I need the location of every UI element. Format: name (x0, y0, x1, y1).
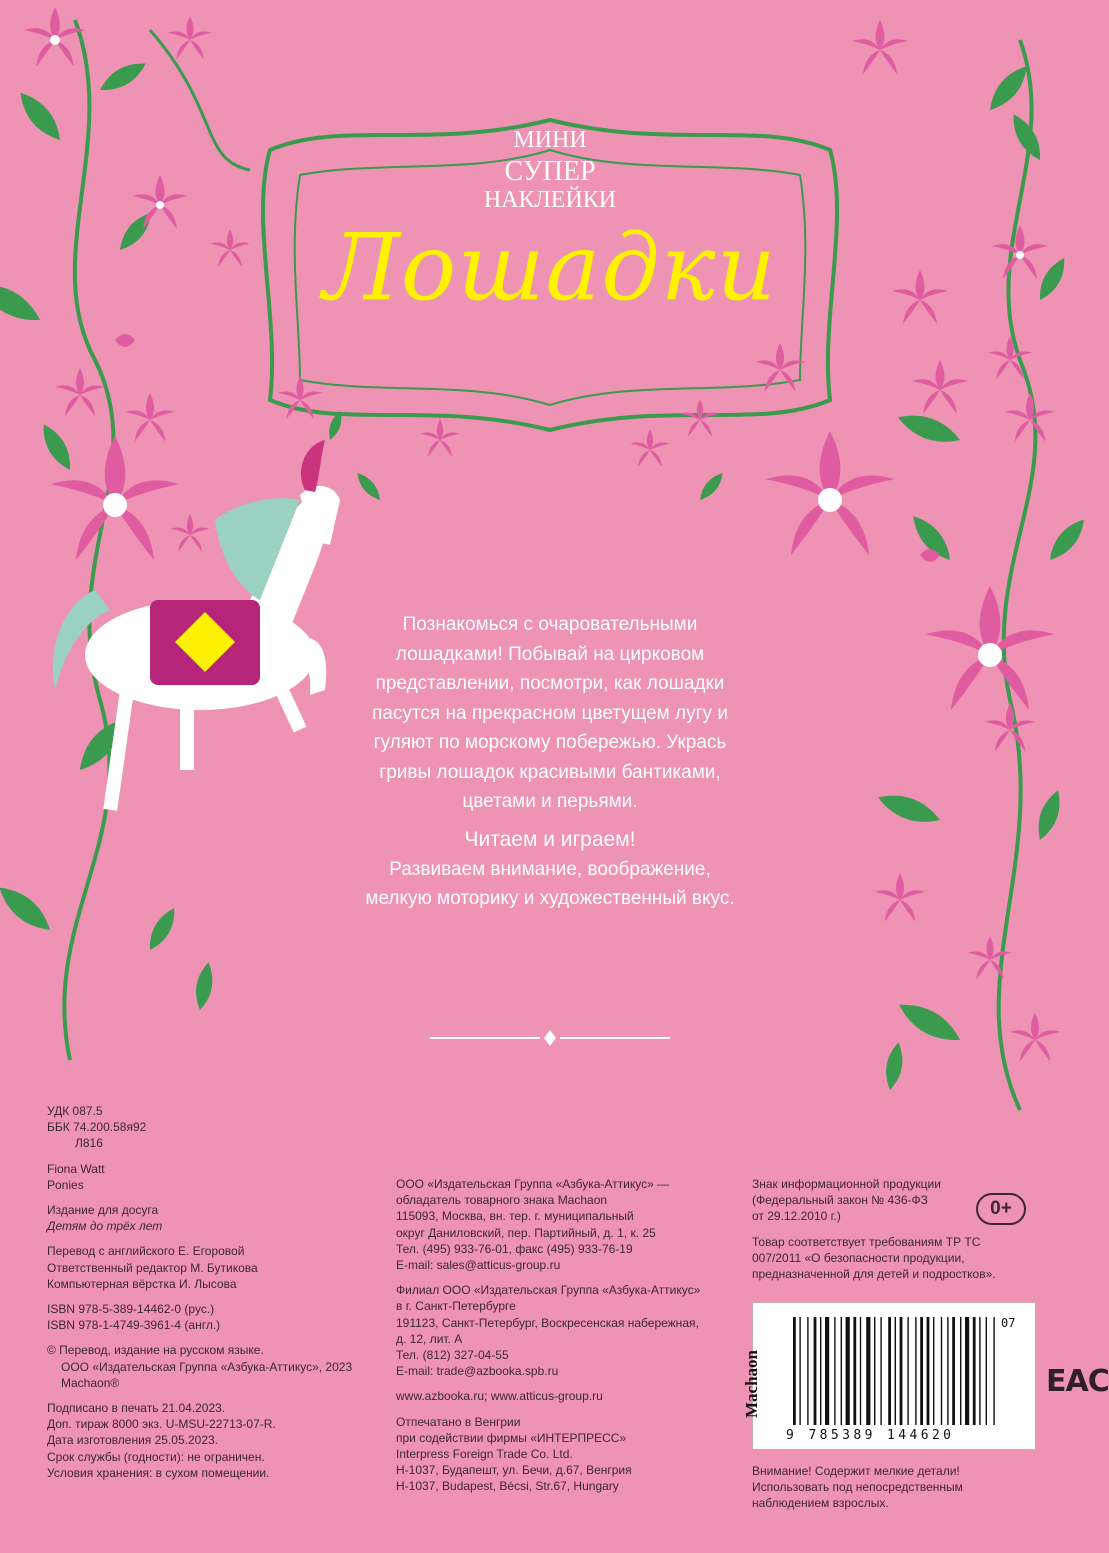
play-heading: Читаем и играем! (464, 828, 636, 851)
translation: Перевод с английского Е. Егоровой (47, 1244, 245, 1259)
series-line-3: НАКЛЕЙКИ (483, 187, 617, 213)
original-title: Ponies (47, 1177, 84, 1192)
shelf-life: Срок службы (годности): не ограничен. (47, 1449, 265, 1464)
barcode-digits: 9 785389 144620 (786, 1428, 955, 1443)
age-rating-badge: 0+ (976, 1193, 1026, 1225)
made-date: Дата изготовления 25.05.2023. (47, 1433, 218, 1448)
branch-6: E-mail: trade@azbooka.spb.ru (396, 1364, 559, 1379)
description-text: Познакомься с очаровательными лошадками! Побывай на цирковом представлении, посмотри, как лошадки пасутся на прекрасном цветущем лугу и гуляют по морскому побережью. Укрась гривы лошадок красивыми бантиками, цветами и перьями. (372, 614, 728, 812)
copyright-3: Machaon® (61, 1375, 120, 1390)
printed-1: Отпечатано в Венгрии (396, 1414, 521, 1429)
publisher-1: ООО «Издательская Группа «Азбука-Аттикус» — (396, 1177, 670, 1191)
branch-2: в г. Санкт-Петербурге (396, 1299, 516, 1314)
printed-2: при содействии фирмы «ИНТЕРПРЕСС» (396, 1430, 627, 1445)
tr-ts-1: Товар соответствует требованиям ТР ТС (752, 1234, 981, 1249)
publisher-5: Тел. (495) 933-76-01, факс (495) 933-76-19 (396, 1241, 633, 1256)
warning (752, 1463, 963, 1512)
eac-mark: EAC (1046, 1364, 1109, 1399)
description (360, 610, 740, 817)
branch-3: 191123, Санкт-Петербург, Воскресенская набережная, (396, 1315, 699, 1330)
imprint-right (752, 1176, 996, 1282)
copyright-2: ООО «Издательская Группа «Азбука-Аттикус», 2023 (61, 1359, 353, 1374)
printed-3: Interpress Foreign Trade Co. Ltd. (396, 1447, 573, 1462)
editor: Ответственный редактор М. Бутикова (47, 1260, 258, 1275)
isbn-ru: ISBN 978-5-389-14462-0 (рус.) (47, 1302, 215, 1317)
series-line-2: СУПЕР (504, 156, 596, 187)
branch-1: Филиал ООО «Издательская Группа «Азбука-Аттикус» (396, 1283, 701, 1298)
websites: www.azbooka.ru; www.atticus-group.ru (396, 1389, 603, 1404)
publisher-3: 115093, Москва, вн. тер. г. муниципальный (396, 1209, 634, 1224)
info-mark-3: от 29.12.2010 г.) (752, 1209, 841, 1224)
imprint-middle (396, 1176, 700, 1495)
book-title: Лошадки (323, 214, 777, 321)
branch-4: д. 12, лит. А (396, 1331, 463, 1346)
imprint-left (47, 1103, 352, 1481)
publisher-6: E-mail: sales@atticus-group.ru (396, 1258, 561, 1273)
publisher-2: обладатель товарного знака Machaon (396, 1193, 608, 1208)
signed: Подписано в печать 21.04.2023. (47, 1401, 226, 1416)
series-line-1: МИНИ (513, 127, 587, 153)
info-mark-1: Знак информационной продукции (752, 1177, 941, 1191)
printed-4: H-1037, Будапешт, ул. Бечи, д.67, Венгрия (396, 1463, 632, 1478)
warning-3: наблюдением взрослых. (752, 1496, 889, 1511)
storage: Условия хранения: в сухом помещении. (47, 1465, 270, 1480)
machaon-logo (742, 1330, 782, 1440)
brand-name: Machaon (742, 1350, 761, 1418)
play-block (360, 825, 740, 914)
printed-5: H-1037, Budapest, Bécsi, Str.67, Hungary (396, 1479, 619, 1494)
tr-ts-2: 007/2011 «О безопасности продукции, (752, 1250, 965, 1265)
audience: Детям до трёх лет (47, 1219, 163, 1234)
tr-ts-3: предназначенной для детей и подростков». (752, 1267, 996, 1282)
publisher-4: округ Даниловский, пер. Партийный, д. 1, к. 25 (396, 1225, 656, 1240)
udk: УДК 087.5 (47, 1104, 103, 1118)
author-code: Л816 (75, 1136, 103, 1151)
barcode-addon: 07 (1001, 1316, 1016, 1330)
author: Fiona Watt (47, 1161, 105, 1176)
warning-2: Использовать под непосредственным (752, 1480, 963, 1495)
print-run: Доп. тираж 8000 экз. U-MSU-22713-07-R. (47, 1417, 276, 1432)
play-text: Развиваем внимание, воображение, мелкую моторику и художественный вкус. (365, 858, 735, 909)
warning-1: Внимание! Содержит мелкие детали! (752, 1464, 960, 1478)
info-mark-2: (Федеральный закон № 436-ФЗ (752, 1193, 928, 1208)
bbk: ББК 74.200.58я92 (47, 1120, 147, 1135)
branch-5: Тел. (812) 327-04-55 (396, 1348, 509, 1363)
copyright-1: © Перевод, издание на русском языке. (47, 1343, 264, 1358)
edition-type: Издание для досуга (47, 1203, 159, 1218)
isbn-en: ISBN 978-1-4749-3961-4 (англ.) (47, 1318, 221, 1333)
layout-credit: Компьютерная вёрстка И. Лысова (47, 1276, 237, 1291)
